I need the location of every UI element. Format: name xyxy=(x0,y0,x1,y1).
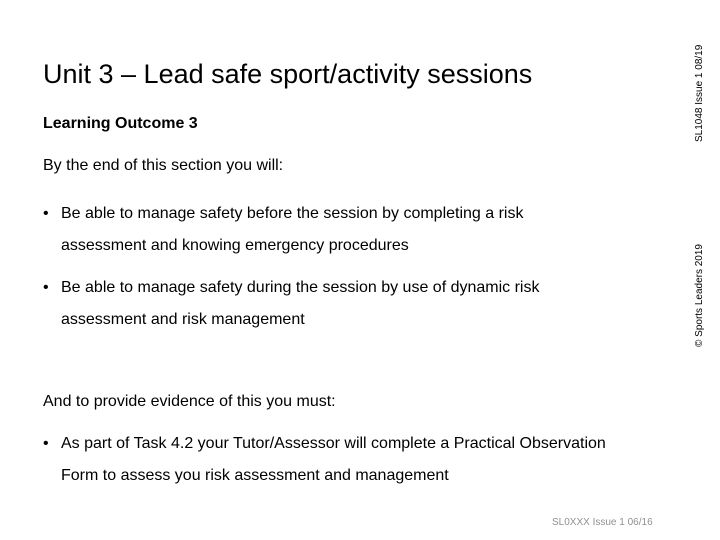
intro-text: By the end of this section you will: xyxy=(43,157,284,174)
side-copyright: © Sports Leaders 2019 xyxy=(694,244,705,347)
list-item-line: Be able to manage safety during the session by use of dynamic risk xyxy=(61,279,540,296)
bullet-icon: • xyxy=(43,205,49,222)
side-reference-code: SL1048 Issue 1 08/19 xyxy=(694,44,705,142)
list-item-line: Form to assess you risk assessment and management xyxy=(61,467,449,484)
list-item-line: assessment and knowing emergency procedures xyxy=(61,237,409,254)
bullet-icon: • xyxy=(43,435,49,452)
list-item xyxy=(43,428,606,492)
footer-reference: SL0XXX Issue 1 06/16 xyxy=(552,517,653,528)
list-item-line: assessment and risk management xyxy=(61,311,305,328)
learning-outcome-heading: Learning Outcome 3 xyxy=(43,115,198,132)
outcomes-list xyxy=(43,198,539,336)
list-item-line: Be able to manage safety before the session by completing a risk xyxy=(61,205,524,222)
list-item-line: As part of Task 4.2 your Tutor/Assessor will complete a Practical Observation xyxy=(61,435,606,452)
evidence-intro-text: And to provide evidence of this you must: xyxy=(43,393,336,410)
bullet-icon: • xyxy=(43,279,49,296)
slide-title: Unit 3 – Lead safe sport/activity sessions xyxy=(43,59,533,89)
list-item xyxy=(43,198,539,262)
list-item xyxy=(43,272,539,336)
evidence-list xyxy=(43,428,606,492)
